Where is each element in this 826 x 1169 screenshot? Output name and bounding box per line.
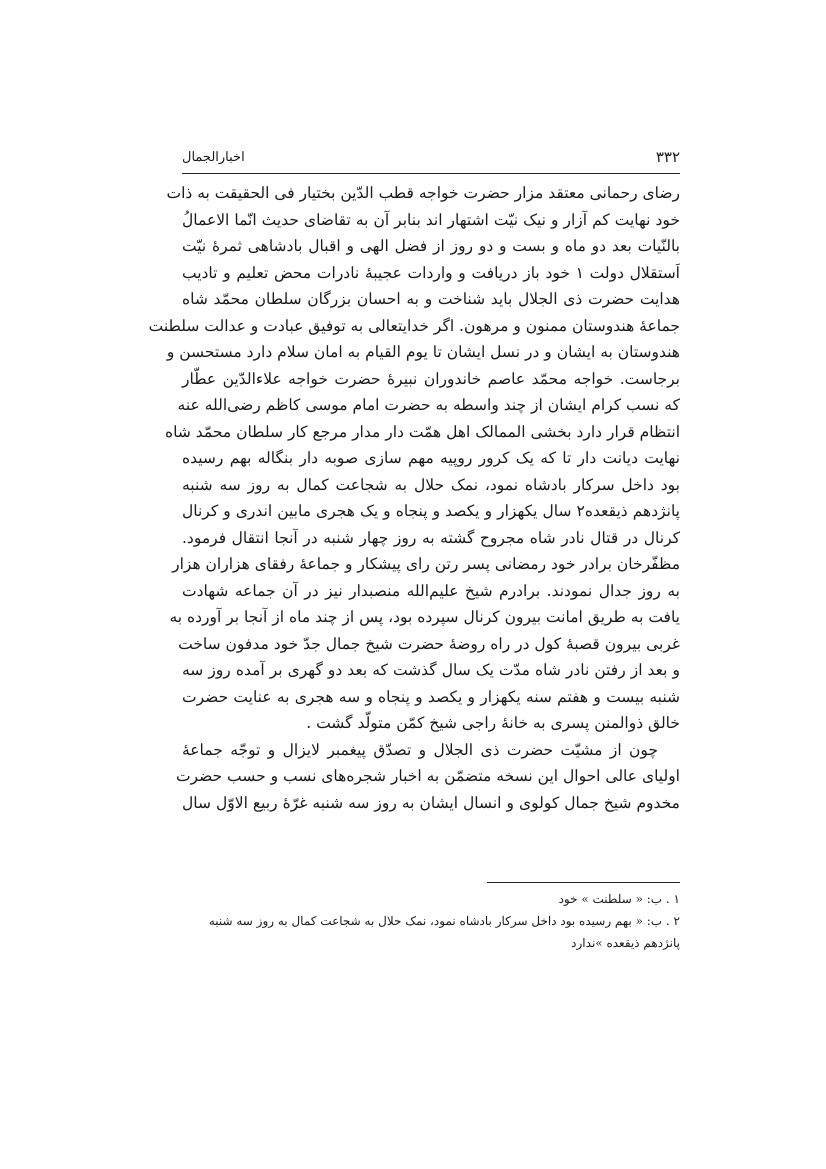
body-text	[148, 180, 680, 816]
footnote-rule	[487, 882, 680, 883]
footnote-2-continuation: پانژدهم ذیقعده »ندارد	[571, 936, 680, 950]
running-header	[182, 148, 680, 168]
header-rule	[182, 173, 680, 174]
text-line: بالنّیات بعد دو ماه و بست و دو روز از فضل الهی و اقبال بادشاهی ثمرهٔ نیّت	[182, 237, 680, 255]
text-line: بود داخل سرکار بادشاه نمود، نمک حلال به شجاعت کمال به روز سه شنبه	[182, 475, 680, 494]
running-title: اخبارالجمال	[182, 150, 245, 165]
footnotes	[182, 888, 680, 954]
text-line: کرنال در قتال نادر شاه مجروح گشته به روز چهار شنبه در آنجا انتقال فرمود.	[182, 528, 680, 547]
text-line: نهایت دیانت دار تا که یک کرور روپیه مهم سازی صوبه دار بنگاله بهم رسیده	[182, 449, 680, 467]
text-line: که نسب کرام ایشان از چند واسطه به حضرت امام موسی کاظم رضی‌الله عنه	[177, 396, 680, 414]
text-line: رضای رحمانی معتقد مزار حضرت خواجه قطب الدّین بختیار فی الحقیقت به ذات	[166, 184, 680, 202]
text-line: جماعهٔ هندوستان ممنون و مرهون. اگر خدایتعالی به توفیق عبادت و عدالت سلطنت	[148, 316, 680, 335]
text-line: اولیای عالی احوال این نسخه متضمّن به اخبار شجره‌های نسب و حسب حضرت	[175, 767, 680, 785]
text-line: مظفّرخان برادر خود رمضانی پسر رتن رای پیشکار و جماعهٔ رفقای هزاران هزار	[172, 555, 680, 573]
text-line: و بعد از رفتن نادر شاه مدّت یک سال گذشت که بعد دو گهری بر آمده روز سه	[182, 661, 680, 679]
text-line: مخدوم شیخ جمال کولوی و انسال ایشان به روز سه شنبه غرّهٔ ربیع الاوّل سال	[182, 793, 680, 812]
text-line: برجاست. خواجه محمّد عاصم خاندوران نبیرهٔ حضرت خواجه علاءالدّین عطّار	[182, 369, 680, 388]
text-line: خود نهایت کم آزار و نیک نیّت اشتهار اند بنابر آن به تقاضای حدیث انّما الاعمالُ	[182, 210, 680, 229]
paragraph-end-line: خالق ذوالمنن پسری به خانهٔ راجی شیخ کمّن متولّد گشت .	[306, 714, 680, 732]
text-line: پانژدهم ذیقعده۲ سال یکهزار و یکصد و پنجاه و یک هجری مابین اندری و کرنال	[182, 502, 680, 520]
footnote-2: ۲ . ب: « بهم رسیده بود داخل سرکار بادشاه نمود، نمک حلال به شجاعت کمال به روز سه شنبه	[208, 914, 680, 928]
text-line: انتظام قرار دارد بخشی الممالک اهل همّت دار مدار مرجع کار سلطان محمّد شاه	[164, 422, 680, 441]
paragraph-start-line: چون از مشیّت حضرت ذی الجلال و تصدّق پیغمبر لایزال و توجّه جماعهٔ	[182, 740, 658, 759]
page-number: ۳۳۲	[655, 148, 680, 166]
text-line: شنبه بیست و هفتم سنه یکهزار و یکصد و پنجاه و سه هجری به عنایت حضرت	[182, 687, 680, 706]
text-line: به روز جدال نمودند. برادرم شیخ علیم‌الله منصبدار نیز در آن جماعه شهادت	[182, 581, 680, 600]
text-line: هندوستان به ایشان و در نسل ایشان تا یوم القیام به امان سلام دارد مستحسن و	[166, 343, 680, 361]
text-line: یافت به طریق امانت بیرون کرنال سپرده بود، پس از چند ماه از آنجا بر آورده به	[169, 608, 680, 626]
text-line: هدایت حضرت ذی الجلال باید شناخت و به احسان بزرگان سلطان محمّد شاه	[182, 290, 680, 308]
text-line: غربی بیرون قصبهٔ کول در راه روضهٔ حضرت شیخ جمال جدّ خود مدفون ساخت	[178, 634, 680, 653]
text-line: اَستقلال دولت ۱ خود باز دریافت و واردات عجیبهٔ نادرات محض تعلیم و تادیب	[182, 263, 680, 282]
footnote-1: ۱ . ب: « سلطنت » خود	[558, 892, 680, 906]
